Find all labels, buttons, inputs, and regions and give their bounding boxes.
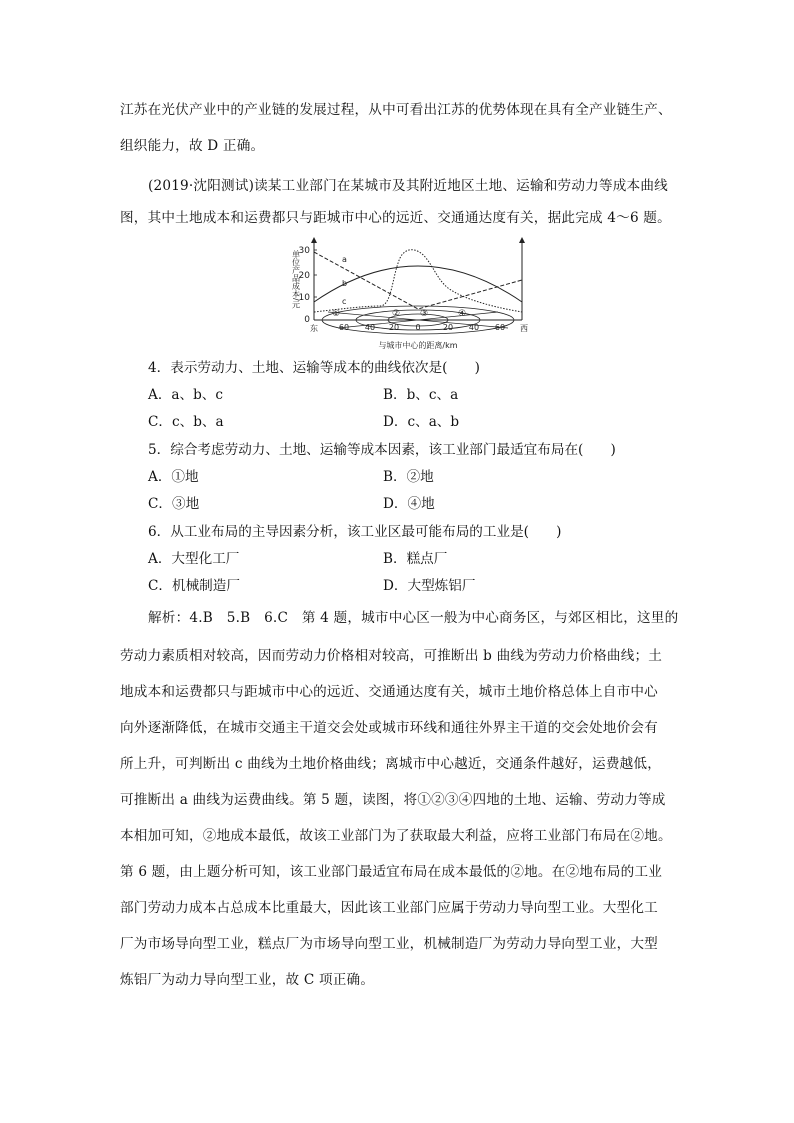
q4-option-a: A．a、b、c xyxy=(148,387,224,403)
analysis-line: 劳动力素质相对较高，因而劳动力价格相对较高，可推断出 b 曲线为劳动力价格曲线；土 xyxy=(120,648,663,664)
analysis-line: 可推断出 a 曲线为运费曲线。第 5 题，读图，将①②③④四地的土地、运输、劳动力等成 xyxy=(120,792,666,808)
y-tick-20: 20 xyxy=(298,271,310,281)
intro-line-2: 图，其中土地成本和运费都只与距城市中心的远近、交通通达度有关，据此完成 4～6 题。 xyxy=(120,210,671,226)
q5-option-b: B．②地 xyxy=(383,469,434,485)
q6-option-c: C．机械制造厂 xyxy=(148,578,240,594)
question-6-stem: 6．从工业布局的主导因素分析，该工业区最可能布局的工业是( ) xyxy=(148,524,562,540)
curve-label-a: a xyxy=(342,255,347,264)
analysis-line: 炼铝厂为动力导向型工业，故 C 项正确。 xyxy=(120,972,375,988)
x-axis-label: 与城市中心的距离/km xyxy=(378,341,458,350)
analysis-line: 向外逐渐降低，在城市交通主干道交会处或城市环线和通往外界主干道的交会处地价会有 xyxy=(120,720,658,736)
x-tick-e20: 20 xyxy=(442,323,454,332)
east-label: 东 xyxy=(310,324,318,333)
y-axis-label: 单位产品成本/元 xyxy=(291,250,301,309)
intro-line-1: (2019·沈阳测试)读某工业部门在某城市及其附近地区土地、运输和劳动力等成本曲线 xyxy=(148,178,668,194)
cost-curve-figure xyxy=(288,236,536,360)
text-line-2: 组织能力，故 D 正确。 xyxy=(120,138,265,154)
q6-option-a: A．大型化工厂 xyxy=(148,551,240,567)
question-4-stem: 4．表示劳动力、土地、运输等成本的曲线依次是( ) xyxy=(148,360,480,376)
analysis-line: 本相加可知，②地成本最低，故该工业部门为了获取最大利益，应将工业部门布局在②地。 xyxy=(120,828,672,844)
q5-option-a: A．①地 xyxy=(148,469,199,485)
q4-option-c: C．c、b、a xyxy=(148,414,224,430)
curve-label-c: c xyxy=(342,297,347,306)
x-tick-w40: 40 xyxy=(364,323,376,332)
q6-option-d: D．大型炼铝厂 xyxy=(383,578,476,594)
analysis-line: 地成本和运费都只与距城市中心的远近、交通通达度有关，城市土地价格总体上自市中心 xyxy=(120,684,658,700)
site-4: ④ xyxy=(458,309,467,319)
analysis-line: 解析：4.B 5.B 6.C 第 4 题，城市中心区一般为中心商务区，与郊区相比，这里的 xyxy=(148,610,679,626)
x-tick-e40: 40 xyxy=(468,323,480,332)
text-line-1: 江苏在光伏产业中的产业链的发展过程，从中可看出江苏的优势体现在具有全产业链生产、 xyxy=(120,102,672,118)
x-tick-e60: 60 xyxy=(494,323,506,332)
site-2: ② xyxy=(392,309,401,319)
analysis-line: 所上升，可判断出 c 曲线为土地价格曲线；离城市中心越近，交通条件越好，运费越低， xyxy=(120,756,662,772)
question-5-stem: 5．综合考虑劳动力、土地、运输等成本因素，该工业部门最适宜布局在( ) xyxy=(148,442,616,458)
analysis-line: 厂为市场导向型工业，糕点厂为市场导向型工业，机械制造厂为劳动力导向型工业，大型 xyxy=(120,936,658,952)
analysis-line: 第 6 题，由上题分析可知，该工业部门最适宜布局在成本最低的②地。在②地布局的工业 xyxy=(120,864,663,880)
y-tick-30: 30 xyxy=(298,246,310,256)
x-tick-w20: 20 xyxy=(388,323,400,332)
q6-option-b: B．糕点厂 xyxy=(383,551,448,567)
west-label: 西 xyxy=(520,324,528,333)
site-1: ① xyxy=(332,309,341,319)
x-tick-0: 0 xyxy=(415,323,421,332)
curve-label-b: b xyxy=(342,279,348,288)
q4-option-b: B．b、c、a xyxy=(383,387,459,403)
q4-option-d: D．c、a、b xyxy=(383,414,460,430)
y-tick-10: 10 xyxy=(298,293,310,303)
x-tick-w60: 60 xyxy=(338,323,350,332)
y-tick-0: 0 xyxy=(304,315,310,325)
analysis-line: 部门劳动力成本占总成本比重最大，因此该工业部门应属于劳动力导向型工业。大型化工 xyxy=(120,900,658,916)
q5-option-d: D．④地 xyxy=(383,496,435,512)
site-3: ③ xyxy=(420,309,429,319)
cost-curve-svg xyxy=(288,236,536,360)
q5-option-c: C．③地 xyxy=(148,496,200,512)
